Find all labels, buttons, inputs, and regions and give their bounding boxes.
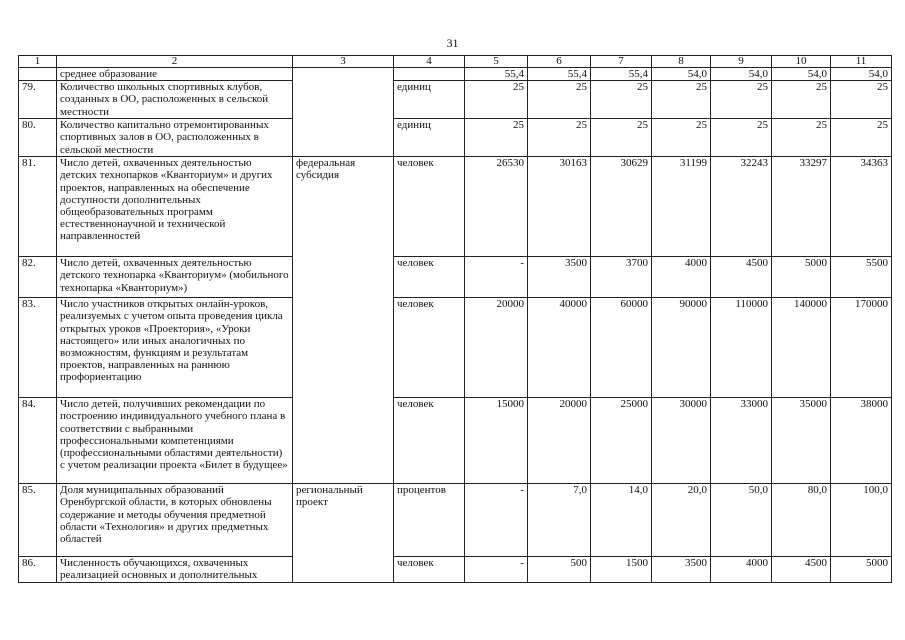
header-cell: 7 [591, 56, 652, 68]
value-cell: 4500 [772, 557, 831, 583]
value-cell: 25 [831, 119, 892, 157]
value-cell: - [465, 557, 528, 583]
header-cell: 4 [394, 56, 465, 68]
value-cell: 33000 [711, 398, 772, 484]
indicator-name: Численность обучающихся, охваченных реализацией основных и дополнительных [57, 557, 293, 583]
header-row [19, 56, 892, 68]
value-cell: 170000 [831, 298, 892, 398]
value-cell: 3700 [591, 257, 652, 298]
row-number: 82. [19, 257, 57, 298]
value-cell: 25 [465, 81, 528, 119]
value-cell: 33297 [772, 157, 831, 257]
table-row [19, 398, 892, 484]
value-cell: 5500 [831, 257, 892, 298]
value-cell: 5000 [831, 557, 892, 583]
value-cell: - [465, 484, 528, 557]
value-cell: 25 [772, 81, 831, 119]
value-cell: 25 [465, 119, 528, 157]
value-cell: 4500 [711, 257, 772, 298]
value-cell: 140000 [772, 298, 831, 398]
value-cell: 25 [528, 119, 591, 157]
value-cell: 1500 [591, 557, 652, 583]
value-cell: 20000 [465, 298, 528, 398]
indicator-name: Число детей, охваченных деятельностью детских технопарков «Кванториум» и других проектов, направленных на обеспечение доступности дополнительных общеобразовательных программ естественнонаучной и технической направленностей [57, 157, 293, 257]
value-cell: 14,0 [591, 484, 652, 557]
indicator-name: Доля муниципальных образований Оренбургской области, в которых обновлены содержание и методы обучения предметной области «Технология» и других предметных областей [57, 484, 293, 557]
unit-cell: человек [394, 398, 465, 484]
value-cell: 35000 [772, 398, 831, 484]
header-cell: 10 [772, 56, 831, 68]
value-cell: 25000 [591, 398, 652, 484]
value-cell: 38000 [831, 398, 892, 484]
unit-cell: человек [394, 157, 465, 257]
value-cell: 25 [652, 81, 711, 119]
value-cell: 26530 [465, 157, 528, 257]
indicator-name: Количество школьных спортивных клубов, созданных в ОО, расположенных в сельской местности [57, 81, 293, 119]
value-cell: 25 [831, 81, 892, 119]
indicator-name: Число участников открытых онлайн-уроков, реализуемых с учетом опыта проведения цикла открытых уроков «Проектория», «Уроки настоящего» или иных аналогичных по возможностям, функциям и результатам проектов, направленных на раннюю профориентацию [57, 298, 293, 398]
row-number: 86. [19, 557, 57, 583]
value-cell: 30163 [528, 157, 591, 257]
value-cell: 20,0 [652, 484, 711, 557]
table-row [19, 557, 892, 583]
header-cell: 9 [711, 56, 772, 68]
value-cell: 55,4 [465, 68, 528, 81]
row-number: 84. [19, 398, 57, 484]
indicator-name: Число детей, охваченных деятельностью детского технопарка «Кванториум» (мобильного технопарка «Кванториум») [57, 257, 293, 298]
unit-cell: человек [394, 557, 465, 583]
unit-cell [394, 68, 465, 81]
row-number: 81. [19, 157, 57, 257]
header-cell: 2 [57, 56, 293, 68]
value-cell: 34363 [831, 157, 892, 257]
value-cell: 54,0 [831, 68, 892, 81]
header-cell: 8 [652, 56, 711, 68]
value-cell: 25 [591, 81, 652, 119]
value-cell: 25 [711, 81, 772, 119]
value-cell: 31199 [652, 157, 711, 257]
unit-cell: человек [394, 298, 465, 398]
value-cell: 32243 [711, 157, 772, 257]
value-cell: 90000 [652, 298, 711, 398]
value-cell: 110000 [711, 298, 772, 398]
value-cell: 25 [772, 119, 831, 157]
value-cell: 30000 [652, 398, 711, 484]
value-cell: - [465, 257, 528, 298]
indicator-name: Число детей, получивших рекомендации по построению индивидуального учебного плана в соответствии с выбранными профессиональными компетенциями (профессиональными областями деятельности) с учетом реализации проекта «Билет в будущее» [57, 398, 293, 484]
value-cell: 25 [591, 119, 652, 157]
value-cell: 5000 [772, 257, 831, 298]
header-cell: 6 [528, 56, 591, 68]
row-number: 79. [19, 81, 57, 119]
value-cell: 7,0 [528, 484, 591, 557]
value-cell: 100,0 [831, 484, 892, 557]
header-cell: 5 [465, 56, 528, 68]
value-cell: 3500 [528, 257, 591, 298]
value-cell: 50,0 [711, 484, 772, 557]
value-cell: 25 [711, 119, 772, 157]
value-cell: 40000 [528, 298, 591, 398]
table-row-continuation [19, 68, 892, 81]
indicators-table [18, 55, 892, 583]
value-cell: 55,4 [528, 68, 591, 81]
value-cell: 500 [528, 557, 591, 583]
value-cell: 30629 [591, 157, 652, 257]
indicator-name: среднее образование [57, 68, 293, 81]
row-number: 80. [19, 119, 57, 157]
value-cell: 55,4 [591, 68, 652, 81]
table-row [19, 257, 892, 298]
header-cell: 3 [293, 56, 394, 68]
table-row [19, 157, 892, 257]
table-row [19, 119, 892, 157]
unit-cell: человек [394, 257, 465, 298]
value-cell: 15000 [465, 398, 528, 484]
page-number: 31 [446, 36, 459, 50]
value-cell: 3500 [652, 557, 711, 583]
value-cell: 4000 [711, 557, 772, 583]
source-federal: федеральная субсидия [293, 157, 394, 484]
value-cell: 54,0 [772, 68, 831, 81]
source-regional: региональный проект [293, 484, 394, 583]
row-number: 85. [19, 484, 57, 557]
value-cell: 60000 [591, 298, 652, 398]
value-cell: 20000 [528, 398, 591, 484]
value-cell: 25 [528, 81, 591, 119]
header-cell: 11 [831, 56, 892, 68]
unit-cell: процентов [394, 484, 465, 557]
unit-cell: единиц [394, 119, 465, 157]
value-cell: 54,0 [652, 68, 711, 81]
unit-cell: единиц [394, 81, 465, 119]
value-cell: 54,0 [711, 68, 772, 81]
value-cell: 4000 [652, 257, 711, 298]
value-cell: 25 [652, 119, 711, 157]
header-cell: 1 [19, 56, 57, 68]
row-number [19, 68, 57, 81]
indicator-name: Количество капитально отремонтированных спортивных залов в ОО, расположенных в сельской местности [57, 119, 293, 157]
table-row [19, 298, 892, 398]
row-number: 83. [19, 298, 57, 398]
source-cell [293, 68, 394, 157]
table-row [19, 81, 892, 119]
value-cell: 80,0 [772, 484, 831, 557]
table-row [19, 484, 892, 557]
